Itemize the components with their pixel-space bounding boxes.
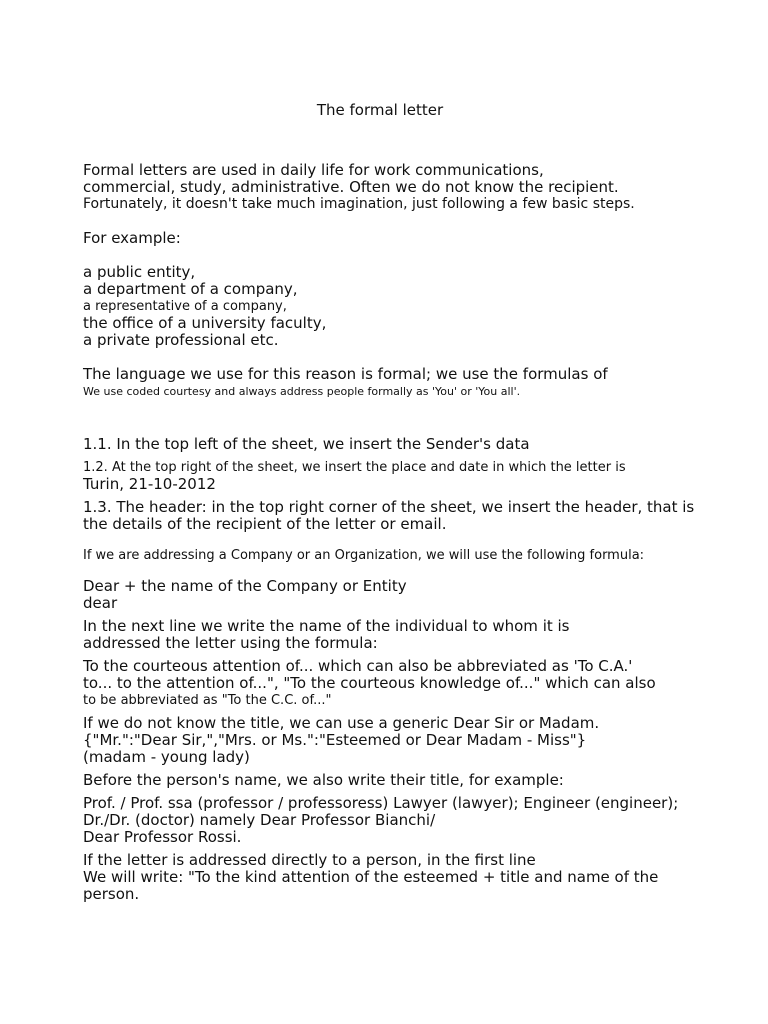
text-line: dear xyxy=(83,594,118,612)
text-line: addressed the letter using the formula: xyxy=(83,634,378,652)
text-line: 1.2. At the top right of the sheet, we insert the place and date in which the letter is xyxy=(83,460,626,475)
generic-paragraph xyxy=(83,715,723,766)
list-item: a private professional etc. xyxy=(83,331,279,349)
text-line: the details of the recipient of the letter or email. xyxy=(83,515,447,533)
title-before-paragraph: Before the person's name, we also write their title, for example: xyxy=(83,771,564,789)
text-line: to... to the attention of...", "To the courteous knowledge of..." which can also xyxy=(83,674,656,692)
company-formula-intro: If we are addressing a Company or an Organization, we will use the following formula: xyxy=(83,548,645,563)
text-line: Dear Professor Rossi. xyxy=(83,828,242,846)
list-item: a department of a company, xyxy=(83,280,298,298)
text-line: to be abbreviated as "To the C.C. of..." xyxy=(83,693,332,708)
text-line: The language we use for this reason is formal; we use the formulas of xyxy=(83,365,608,383)
text-line: We use coded courtesy and always address people formally as 'You' or 'You all'. xyxy=(83,385,521,398)
text-line: To the courteous attention of... which can also be abbreviated as 'To C.A.' xyxy=(83,657,633,675)
text-line: We will write: "To the kind attention of the esteemed + title and name of the xyxy=(83,868,659,886)
text-line: Prof. / Prof. ssa (professor / professoress) Lawyer (lawyer); Engineer (engineer); xyxy=(83,794,679,812)
text-line: Dear + the name of the Company or Entity xyxy=(83,577,407,595)
direct-paragraph xyxy=(83,852,723,903)
step-1-1: 1.1. In the top left of the sheet, we insert the Sender's data xyxy=(83,435,530,453)
courteous-paragraph xyxy=(83,658,723,709)
for-example-label: For example: xyxy=(83,229,181,247)
intro-paragraph xyxy=(83,162,723,213)
list-item: a public entity, xyxy=(83,263,196,281)
list-item: a representative of a company, xyxy=(83,299,287,314)
text-line: Fortunately, it doesn't take much imagination, just following a few basic steps. xyxy=(83,196,635,212)
examples-list xyxy=(83,264,723,349)
next-line-paragraph xyxy=(83,618,723,652)
language-paragraph xyxy=(83,366,723,400)
text-line: commercial, study, administrative. Often we do not know the recipient. xyxy=(83,178,619,196)
list-item: the office of a university faculty, xyxy=(83,314,327,332)
text-line: (madam - young lady) xyxy=(83,748,250,766)
text-line: In the next line we write the name of the individual to whom it is xyxy=(83,617,570,635)
text-line: person. xyxy=(83,885,140,903)
text-line: If we do not know the title, we can use a generic Dear Sir or Madam. xyxy=(83,714,600,732)
titles-paragraph xyxy=(83,795,723,846)
document-body xyxy=(83,162,723,903)
text-line: 1.3. The header: in the top right corner of the sheet, we insert the header, that is xyxy=(83,498,695,516)
text-line: Formal letters are used in daily life for work communications, xyxy=(83,161,544,179)
step-1-3 xyxy=(83,499,723,533)
company-formula xyxy=(83,578,723,612)
document-title: The formal letter xyxy=(316,101,444,119)
text-line: {"Mr.":"Dear Sir,","Mrs. or Ms.":"Esteemed or Dear Madam - Miss"} xyxy=(83,731,587,749)
text-line: Dr./Dr. (doctor) namely Dear Professor Bianchi/ xyxy=(83,811,436,829)
step-1-2 xyxy=(83,459,723,493)
text-line: Turin, 21-10-2012 xyxy=(83,475,216,493)
text-line: If the letter is addressed directly to a person, in the first line xyxy=(83,851,536,869)
